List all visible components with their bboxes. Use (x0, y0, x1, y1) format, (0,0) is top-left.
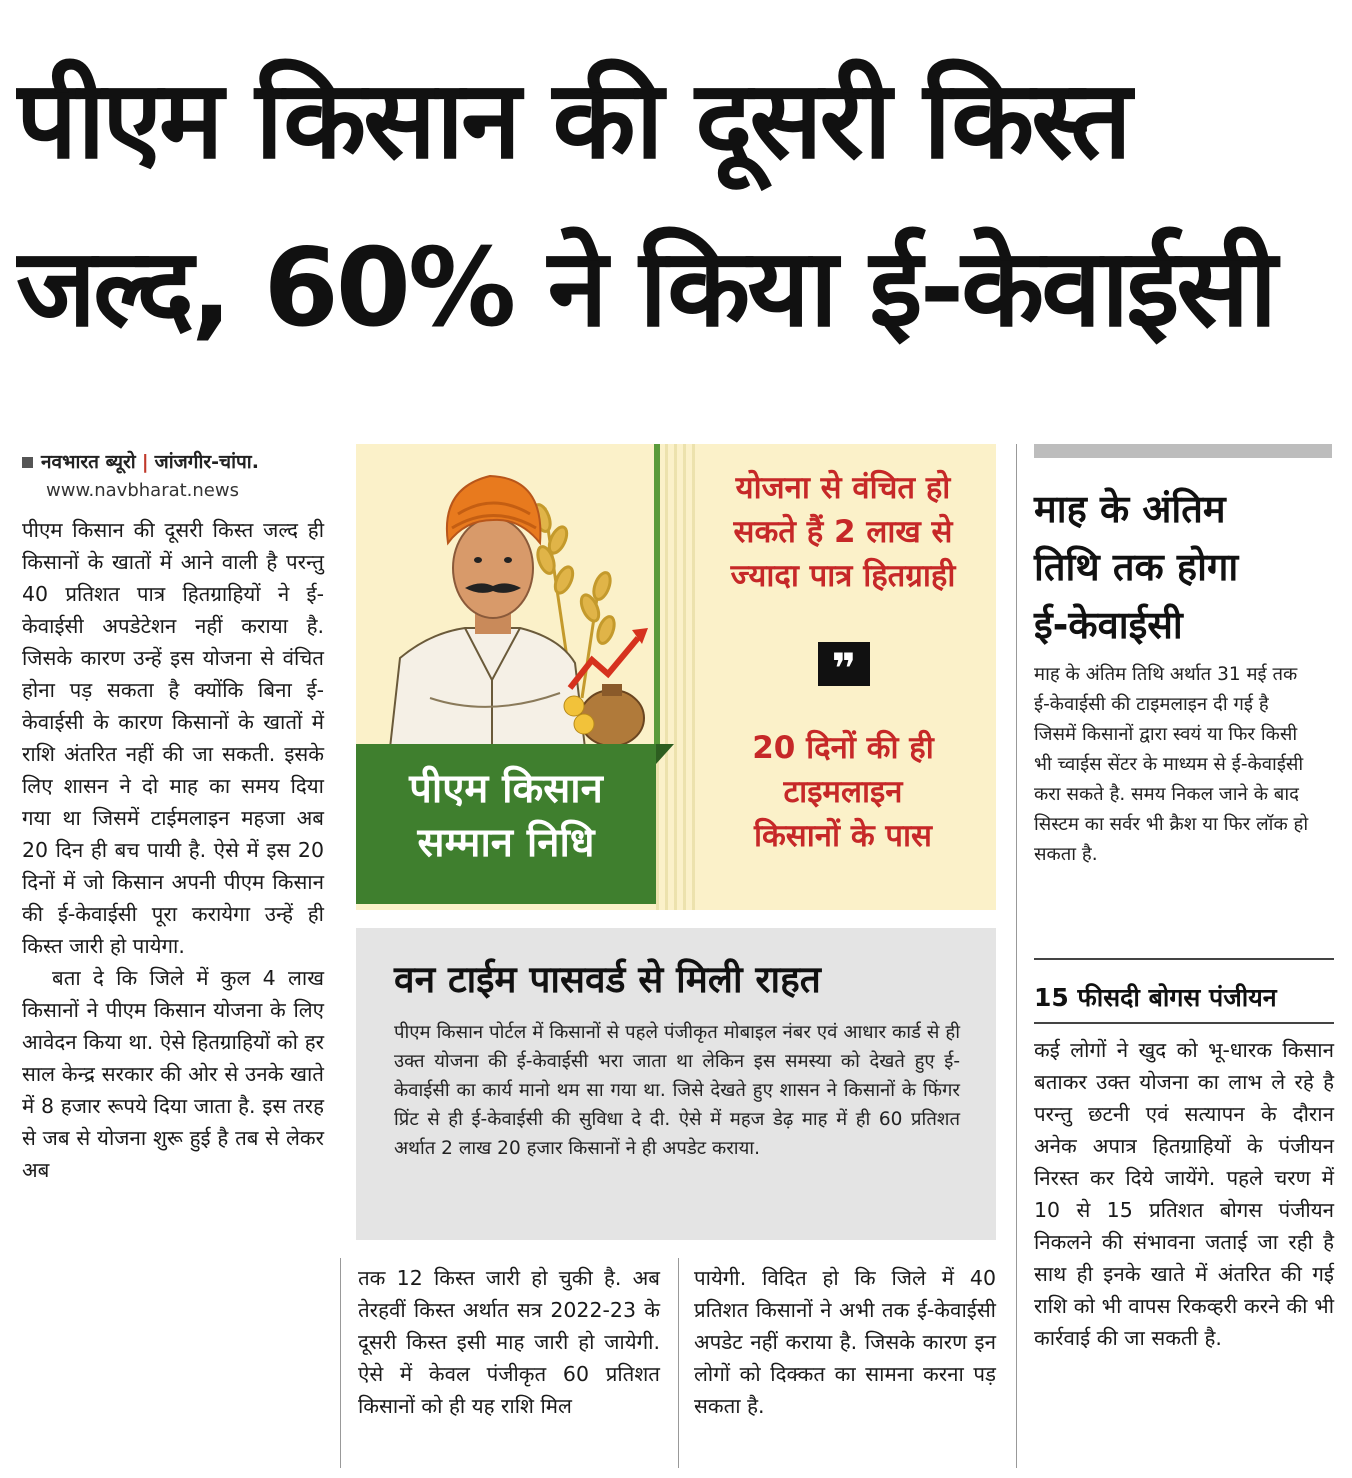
callout-line: किसानों के पास (753, 818, 933, 854)
section-rule (1034, 1022, 1334, 1024)
dateline-place: जांजगीर-चांपा. (154, 451, 259, 473)
callout-line: ज्यादा पात्र हितग्राही (730, 558, 956, 594)
decorative-stripes (656, 444, 698, 910)
otp-relief-box (356, 928, 996, 1240)
article-column-3: पायेगी. विदित हो कि जिले में 40 प्रतिशत किसानों ने अभी तक ई-केवाईसी अपडेट नहीं कराया है. जिसके कारण इन लोगों को दिक्कत का सामना करना पड़ सकता है. (694, 1266, 996, 1418)
sidebar-heading (1034, 480, 1334, 654)
sidebar-text: माह के अंतिम तिथि अर्थात 31 मई तक ई-केवाईसी की टाइमलाइन दी गई है जिसमें किसानों द्वारा स्वयं या फिर किसी भी च्वाईस सेंटर के माध्यम से ई-केवाईसी करा सकते है. समय निकल जाने के बाद सिस्टम का सर्वर भी क्रैश या फिर लॉक हो सकता है. (1034, 664, 1309, 865)
bogus-registration-heading: 15 फीसदी बोगस पंजीयन (1034, 983, 1277, 1012)
sidebar-heading-line: माह के अंतिम (1034, 487, 1226, 531)
sidebar-heading-line: ई-केवाईसी (1034, 603, 1183, 647)
bureau-name: नवभारत ब्यूरो (41, 451, 136, 473)
scheme-name (356, 762, 656, 870)
box-text: पीएम किसान पोर्टल में किसानों से पहले पंजीकृत मोबाइल नंबर एवं आधार कार्ड से ही उक्त योजना की ई-केवाईसी भरा जाता था लेकिन इस समस्या को देखते हुए ई-केवाईसी का कार्य मानो थम सा गया था. जिसे देखते हुए शासन ने किसानों के फिंगर प्रिंट से ही ई-केवाईसी की सुविधा दे दी. ऐसे में महज डेढ़ माह में ही 60 प्रतिशत अर्थात 2 लाख 20 हजार किसानों ने ही अपडेट कराया. (394, 1022, 960, 1159)
bogus-registration-text: कई लोगों ने खुद को भू-धारक किसान बताकर उक्त योजना का लाभ ले रहे है परन्तु छटनी एवं सत्यापन के दौरान अनेक अपात्र हितग्राहियों के पंजीयन निरस्त कर दिये जायेंगे. पहले चरण में 10 से 15 प्रतिशत बोगस पंजीयन निकलने की संभावना जताई जा रही है साथ ही इनके खाते में अंतरित की गई राशि को भी वापस रिकव्हरी करने की भी कार्रवाई की जा सकती है. (1034, 1038, 1334, 1350)
sidebar-heading-line: तिथि तक होगा (1034, 545, 1239, 589)
byline (22, 448, 259, 474)
article-paragraph-1: पीएम किसान की दूसरी किस्त जल्द ही किसानों के खातों में आने वाली है परन्तु 40 प्रतिशत पात्र हितग्राहियों ने ई-केवाईसी अपडेटेशन नहीं कराया है. जिसके कारण उन्हें इस योजना से वंचित होना पड़ सकता है क्योंकि बिना ई-केवाईसी के कारण किसानों के खातों में राशि अंतरित नहीं की जा सकती. इसके लिए शासन ने दो माह का समय दिया गया था जिसमें टाईमलाइन महजा अब 20 दिन ही बच पायी है. ऐसे में इस 20 दिनों में जो किसान अपनी पीएम किसान की ई-केवाईसी पूरा करायेगा उन्हें ही किस्त जारी हो पायेगा. (22, 518, 324, 958)
callout-line: टाइमलाइन (783, 774, 903, 810)
deprivation-callout (698, 466, 988, 598)
callout-line: 20 दिनों की ही (752, 730, 934, 766)
scheme-name-line-2: सम्मान निधि (417, 820, 595, 866)
column-divider (678, 1258, 679, 1468)
byline-separator: | (141, 451, 149, 473)
box-heading: वन टाईम पासवर्ड से मिली राहत (394, 958, 821, 1001)
website-url: www.navbharat.news (46, 480, 239, 501)
infographic-panel (356, 444, 996, 910)
banner-fold (656, 744, 674, 764)
headline-line-1: पीएम किसान की दूसरी किस्त (16, 58, 1129, 183)
headline-line-2: जल्द, 60% ने किया ई-केवाईसी (16, 226, 1275, 351)
article-column-1 (22, 514, 324, 1186)
farmer-illustration (370, 448, 660, 748)
article-column-2: तक 12 किस्त जारी हो चुकी है. अब तेरहवीं किस्त अर्थात सत्र 2022-23 के दूसरी किस्त इसी माह जारी हो जायेगी. ऐसे में केवल पंजीकृत 60 प्रतिशत किसानों को ही यह राशि मिल (358, 1266, 660, 1418)
growth-arrow-icon (570, 638, 638, 688)
section-rule (1034, 958, 1334, 960)
section-rule (1034, 444, 1332, 458)
timeline-callout (698, 726, 988, 858)
column-divider (1016, 444, 1017, 1468)
callout-line: योजना से वंचित हो (735, 470, 951, 506)
quote-icon: ❞ (818, 642, 870, 686)
article-paragraph-2: बता दे कि जिले में कुल 4 लाख किसानों ने पीएम किसान योजना के लिए आवेदन किया था. ऐसे हितग्राहियों को हर साल केन्द्र सरकार की ओर से उनके खाते में 8 हजार रूपये दिया जाता है. इस तरह से जब से योजना शुरू हुई है तब से लेकर अब (22, 966, 324, 1182)
square-bullet-icon (22, 457, 33, 468)
callout-line: सकते हैं 2 लाख से (733, 514, 953, 550)
scheme-name-line-1: पीएम किसान (409, 766, 603, 812)
column-divider (340, 1258, 341, 1468)
